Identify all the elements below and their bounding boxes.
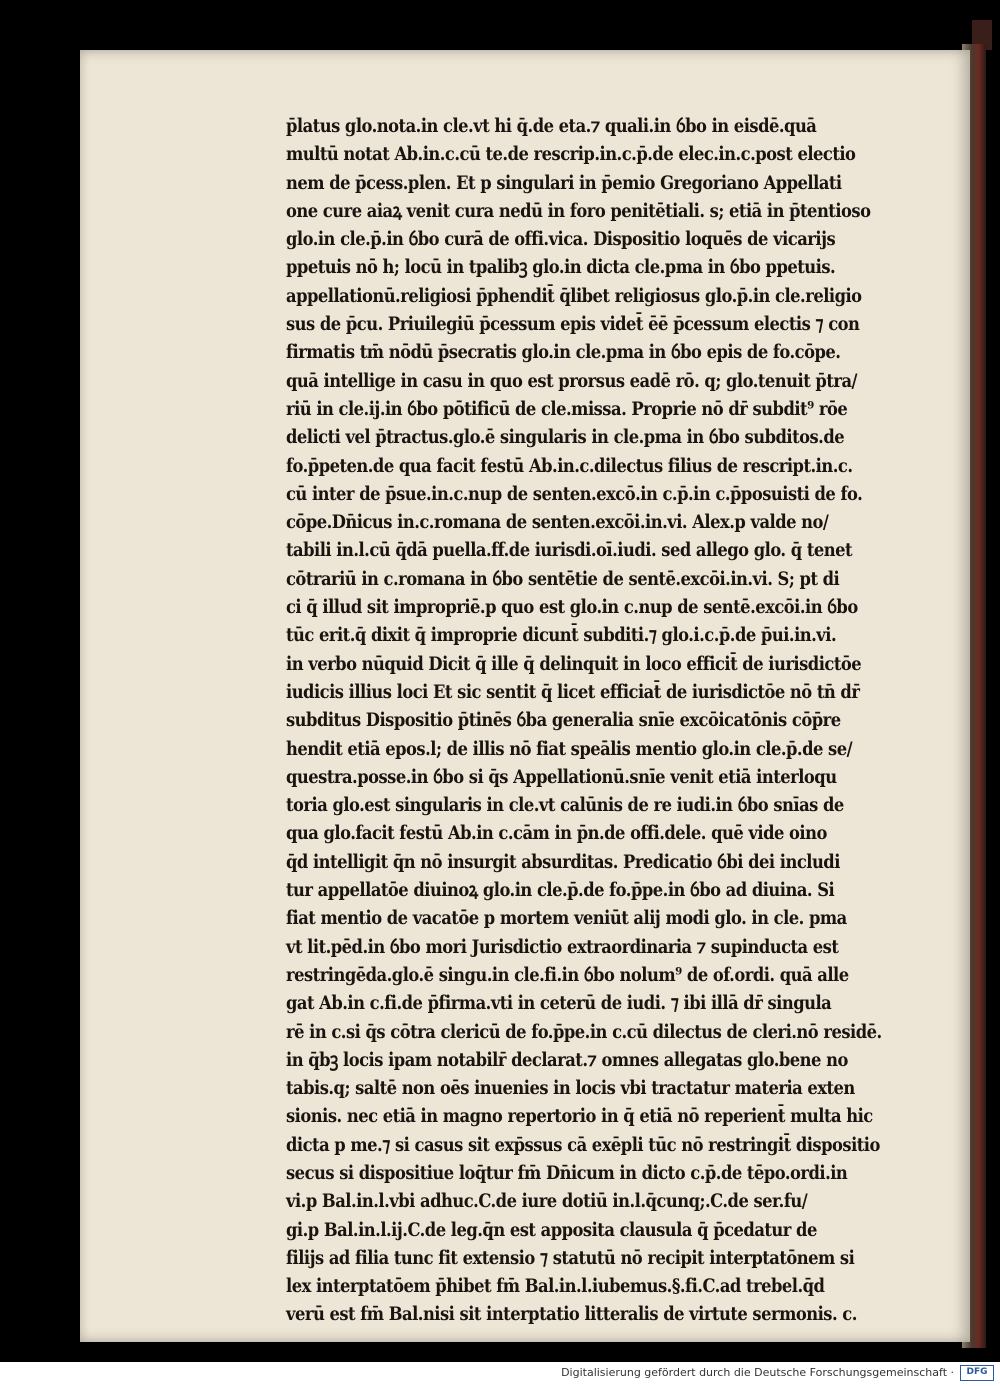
text-line: restringēda.glo.ē singu.in cle.fi.in ỽbo nolum⁹ de of.ordi. quā alle bbox=[286, 963, 849, 986]
text-line: q̄d intelligit q̄n nō insurgit absurditas. Predicatio ỽbi dei includi bbox=[286, 850, 840, 873]
text-line: tur appellatōe diuinoꝝ glo.in cle.p̄.de fo.p̄pe.in ỽbo ad diuina. Si bbox=[286, 879, 835, 902]
text-line: tabis.q; saltē non oēs inuenies in locis vbi tractatur materia exten bbox=[286, 1077, 855, 1100]
text-line: dicta p me.⁊ si casus sit exp̄ssus cā exēpli tūc nō restringit̄ dispositio bbox=[286, 1133, 880, 1156]
text-line: hendit etiā epos.l; de illis nō fiat speālis mentio glo.in cle.p̄.de se/ bbox=[286, 737, 853, 760]
text-line: ci q̄ illud sit impropriē.p quo est glo.in c.nup de sentē.excōi.in ỽbo bbox=[286, 596, 858, 619]
text-line: tūc erit.q̄ dixit q̄ improprie dicunt̄ subditi.⁊ glo.i.c.p̄.de p̄ui.in.vi. bbox=[286, 624, 837, 647]
text-line: one cure aiaꝝ venit cura nedū in foro penitētiali. s; etiā in p̄tentioso bbox=[286, 199, 871, 222]
text-line: toria glo.est singularis in cle.vt calūnis de re iudi.in ỽbo snīas de bbox=[286, 794, 844, 817]
text-line: delicti vel p̄tractus.glo.ē singularis in cle.pma in ỽbo subditos.de bbox=[286, 426, 845, 449]
text-line: p̄latus glo.nota.in cle.vt hi q̄.de eta.⁊ quali.in ỽbo in eisdē.quā bbox=[286, 115, 817, 137]
text-line: rē in c.si q̄s cōtra clericū de fo.p̄pe.in c.cū dilectus de cleri.nō residē. bbox=[286, 1020, 882, 1043]
text-line: nem de p̄cess.plen. Et p singulari in p̄emio Gregoriano Appellati bbox=[286, 171, 842, 194]
dfg-logo-icon: DFG bbox=[960, 1365, 994, 1381]
text-line: riū in cle.ij.in ỽbo pōtificū de cle.missa. Proprie nō dr̄ subdit⁹ rōe bbox=[286, 397, 848, 420]
text-line: secus si dispositiue loq̄tur fm̄ Dn̄icum in dicto c.p̄.de tēpo.ordi.in bbox=[286, 1161, 848, 1184]
text-line: gi.p Bal.in.l.ij.C.de leg.q̄n est apposita clausula q̄ p̄cedatur de bbox=[286, 1218, 817, 1241]
text-line: cū inter de p̄sue.in.c.nup de senten.excō.in c.p̄.in c.p̄posuisti de fo. bbox=[286, 482, 863, 505]
text-line: fo.p̄peten.de qua facit festū Ab.in.c.dilectus filius de rescript.in.c. bbox=[286, 454, 853, 477]
text-line: cōpe.Dn̄icus in.c.romana de senten.excōi.in.vi. Alex.p valde no/ bbox=[286, 511, 829, 534]
text-line: questra.posse.in ỽbo si q̄s Appellationū.snīe venit etiā interloqu bbox=[286, 765, 837, 788]
text-line: multū notat Ab.in.c.cū te.de rescrip.in.c.p̄.de elec.in.c.post electio bbox=[286, 143, 856, 166]
text-block bbox=[286, 112, 896, 1326]
text-line: vt lit.pēd.in ỽbo mori Jurisdictio extraordinaria ⁊ supinducta est bbox=[286, 935, 839, 958]
text-line: in q̄bꝫ locis ipam notabilr̄ declarat.⁊ omnes allegatas glo.bene no bbox=[286, 1048, 848, 1071]
text-line: verū est fm̄ Bal.nisi sit interptatio litteralis de virtute sermonis. c. bbox=[286, 1303, 857, 1326]
text-line: subditus Dispositio p̄tinēs ỽba generalia snīe excōicatōnis cōp̄re bbox=[286, 709, 841, 732]
text-line: ppetuis nō h; locū in tpalibꝫ glo.in dicta cle.pma in ỽbo ppetuis. bbox=[286, 256, 836, 279]
text-line: glo.in cle.p̄.in ỽbo curā de offi.vica. Dispositio loquēs de vicarijs bbox=[286, 228, 836, 251]
text-line: tabili in.l.cū q̄dā puella.ff.de iurisdi.oī.iudi. sed allego glo. q̄ tenet bbox=[286, 539, 853, 562]
text-line: firmatis tm̄ nōdū p̄secratis glo.in cle.pma in ỽbo epis de fo.cōpe. bbox=[286, 341, 841, 364]
text-line: vi.p Bal.in.l.vbi adhuc.C.de iure dotiū in.l.q̄cunq;.C.de ser.fu/ bbox=[286, 1190, 808, 1213]
text-line: qua glo.facit festū Ab.in c.cām in p̄n.de offi.dele. quē vide oino bbox=[286, 822, 827, 845]
text-line: cōtrariū in c.romana in ỽbo sentētie de sentē.excōi.in.vi. S; pt di bbox=[286, 567, 840, 590]
text-line: quā intellige in casu in quo est prorsus eadē rō. q; glo.tenuit p̄tra/ bbox=[286, 369, 857, 392]
text-line: filijs ad filia tunc fit extensio ⁊ statutū nō recipit interptatōnem si bbox=[286, 1246, 855, 1269]
text-line: lex interptatōem p̄hibet fm̄ Bal.in.l.iubemus.§.fi.C.ad trebel.q̄d bbox=[286, 1275, 825, 1298]
text-line: iudicis illius loci Et sic sentit q̄ licet efficiat̄ de iurisdictōe nō tn̄ dr̄ bbox=[286, 680, 860, 703]
text-line: sus de p̄cu. Priuilegiū p̄cessum epis videt̄ ēē p̄cessum electis ⁊ con bbox=[286, 313, 860, 336]
text-line: gat Ab.in c.fi.de p̄firma.vti in ceterū de iudi. ⁊ ibi illā dr̄ singula bbox=[286, 992, 832, 1015]
text-line: fiat mentio de vacatōe p mortem veniūt alij modi glo. in cle. pma bbox=[286, 907, 847, 930]
footer bbox=[0, 1362, 1000, 1386]
text-line: sionis. nec etiā in magno repertorio in q̄ etiā nō reperient̄ multa hic bbox=[286, 1105, 873, 1128]
text-line: appellationū.religiosi p̄phendit̄ q̄libet religiosus glo.p̄.in cle.religio bbox=[286, 284, 862, 307]
text-line: in verbo nūquid Dicit q̄ ille q̄ delinquit in loco efficit̄ de iurisdictōe bbox=[286, 652, 862, 675]
footer-credit: Digitalisierung gefördert durch die Deutsche Forschungsgemeinschaft · bbox=[561, 1366, 954, 1379]
